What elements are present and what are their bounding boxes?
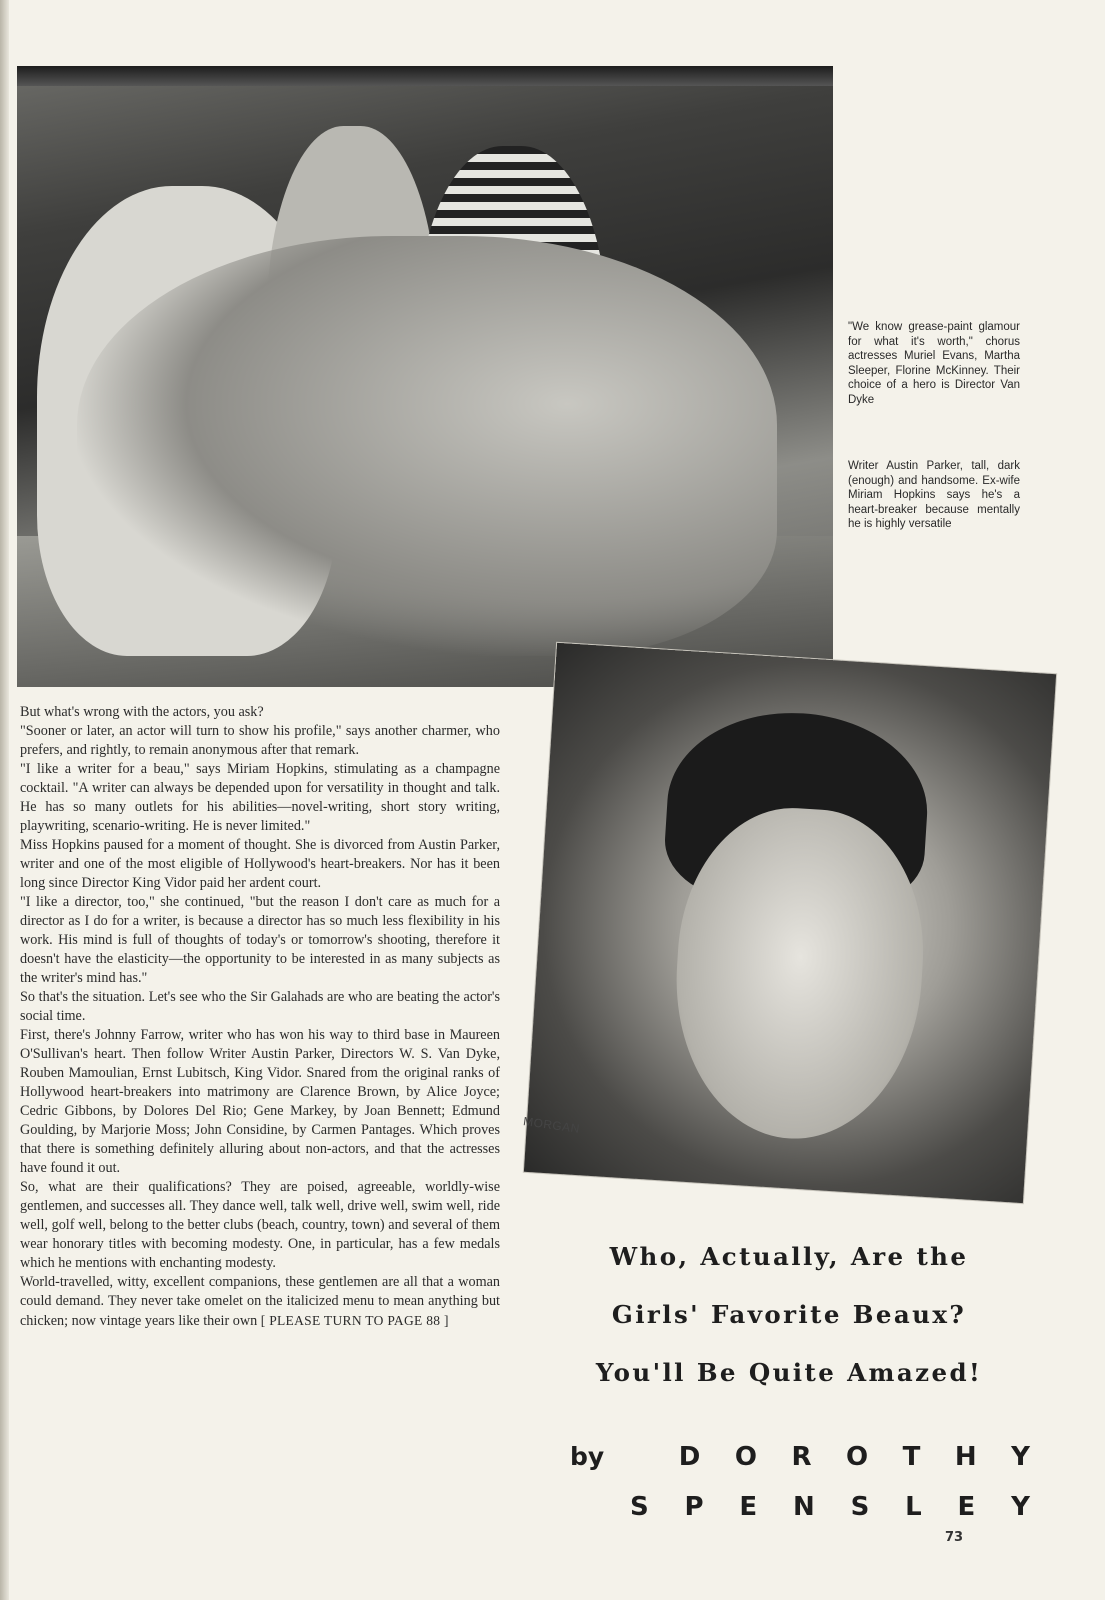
byline-letter: E	[739, 1492, 758, 1522]
article-paragraph: Miss Hopkins paused for a moment of thought. She is divorced from Austin Parker, writer and one of the most eligible of Hollywood's heart-breakers. Nor has it been long since Director King Vidor paid her ardent court.	[20, 837, 500, 891]
article-paragraph: "Sooner or later, an actor will turn to show his profile," says another charmer, who prefers, and rightly, to remain anonymous after that remark.	[20, 723, 500, 758]
byline-letter: T	[902, 1442, 921, 1472]
byline-letter: S	[630, 1492, 649, 1522]
caption-van-dyke: "We know grease-paint glamour for what it's worth," chorus actresses Muriel Evans, Martha Sleeper, Florine McKinney. Their choice of a hero is Director Van Dyke	[848, 321, 1020, 406]
article-paragraph: "I like a director, too," she continued, "but the reason I don't care as much for a director as I do for a writer, is because a director has so much less flexibility in his work. His mind is full of thoughts of today's or tomorrow's shooting, therefore it doesn't have the elasticity—the opportunity to be interested in as many subjects as the writer's mind has."	[20, 894, 500, 986]
headline-line-3: You'll Be Quite Amazed!	[595, 1358, 983, 1387]
byline-first-row	[570, 1442, 1030, 1492]
headline-line-2: Girls' Favorite Beaux?	[611, 1300, 967, 1329]
byline-letter: R	[791, 1442, 812, 1472]
article-paragraph: But what's wrong with the actors, you ask?	[20, 704, 264, 720]
byline-letter: Y	[1011, 1492, 1030, 1522]
byline-letter: H	[954, 1442, 977, 1472]
photo-credit: MORGAN	[522, 1114, 581, 1136]
article-paragraph: So that's the situation. Let's see who the Sir Galahads are who are beating the actor's social time.	[20, 989, 500, 1024]
article-headline	[550, 1228, 1028, 1402]
article-body	[20, 703, 500, 1331]
page-binding-edge	[0, 0, 9, 1600]
headline-line-1: Who, Actually, Are the	[609, 1242, 969, 1271]
article-paragraph-last	[20, 1273, 500, 1331]
byline-letter: S	[850, 1492, 870, 1522]
byline-letter: D	[678, 1442, 701, 1472]
byline-letter: N	[793, 1492, 815, 1522]
caption-austin-parker: Writer Austin Parker, tall, dark (enough) and handsome. Ex-wife Miriam Hopkins says he's a heart-breaker because mentally he is highly versatile	[848, 460, 1020, 530]
figure-reclining-actress	[77, 236, 777, 656]
byline-letter: O	[734, 1442, 757, 1472]
photo-captions	[848, 320, 1020, 584]
continued-on-page[interactable]: [ PLEASE TURN TO PAGE 88 ]	[260, 1313, 449, 1328]
byline-letter: O	[846, 1442, 869, 1472]
pool-group-photo	[17, 66, 833, 687]
article-paragraph-text: World-travelled, witty, excellent companions, these gentlemen are all that a woman could demand. They never take omelet on the italicized menu to mean anything but chicken; now vintage years like their own	[20, 1274, 500, 1329]
austin-parker-portrait	[524, 643, 1056, 1203]
byline-letter: Y	[1011, 1442, 1030, 1472]
article-paragraph: "I like a writer for a beau," says Miriam Hopkins, stimulating as a champagne cocktail. "A writer can always be depended upon for versatility in thought and talk. He has so many outlets for his abilities—novel-writing, short story writing, playwriting, scenario-writing. He is never limited."	[20, 761, 500, 834]
byline-letter: P	[684, 1492, 704, 1522]
article-paragraph: First, there's Johnny Farrow, writer who has won his way to third base in Maureen O'Sullivan's heart. Then follow Writer Austin Parker, Directors W. S. Van Dyke, Rouben Mamoulian, Ernst Lubitsch, King Vidor. Snared from the original ranks of Hollywood heart-breakers into matrimony are Clarence Brown, by Alice Joyce; Cedric Gibbons, by Dolores Del Rio; Gene Markey, by Joan Bennett; Edmund Goulding, by Marjorie Moss; John Considine, by Carmen Pantages. Which proves that there is something definitely alluring about non-actors, and that the actresses have found it out.	[20, 1027, 500, 1176]
byline	[570, 1442, 1030, 1542]
byline-by: by	[570, 1442, 605, 1471]
article-paragraph: So, what are their qualifications? They are poised, agreeable, worldly-wise gentlemen, and successes all. They dance well, talk well, drive well, swim well, ride well, golf well, belong to the better clubs (beach, country, town) and several of them wear honorary titles with becoming modesty. One, in particular, has a few medals which he mentions with enchanting modesty.	[20, 1179, 500, 1271]
pool-edge	[17, 66, 833, 86]
page-number: 73	[945, 1530, 964, 1545]
byline-letter: L	[905, 1492, 922, 1522]
byline-letter: E	[957, 1492, 976, 1522]
